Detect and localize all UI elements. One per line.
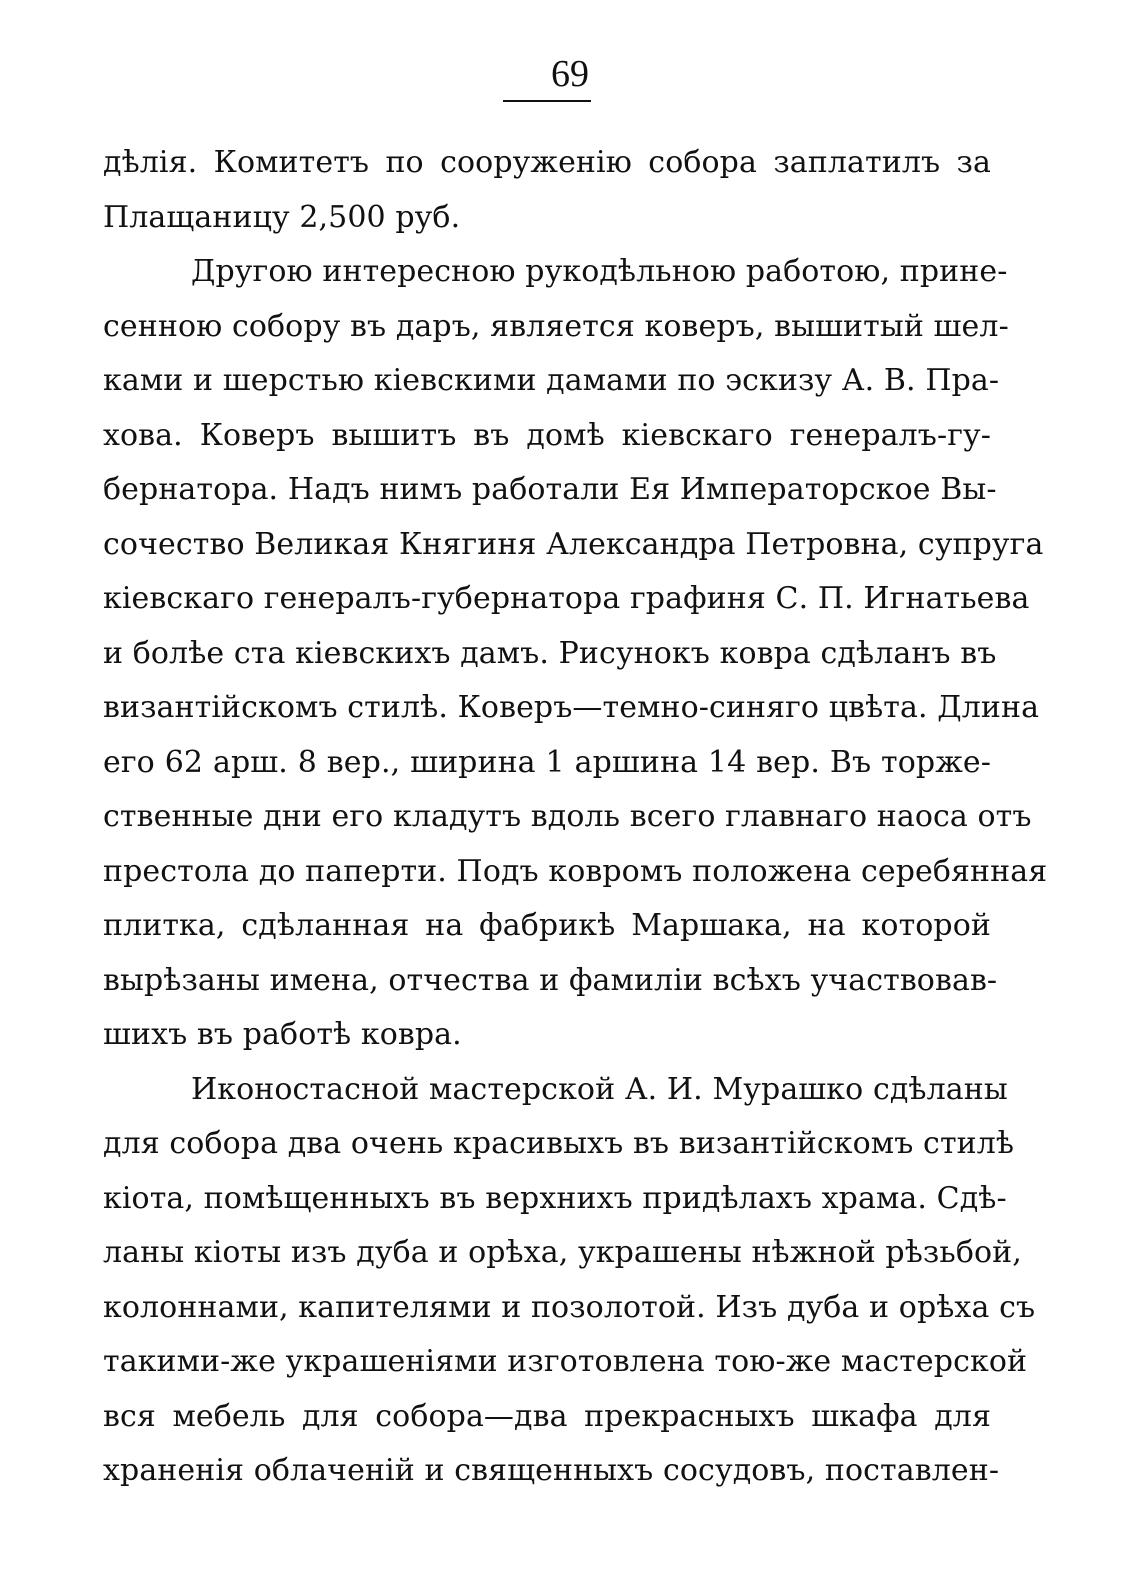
text-line: сочество Великая Княгиня Александра Петровна, супруга	[103, 526, 1044, 562]
text-line: византійскомъ стилѣ. Коверъ—темно-синяго цвѣта. Длина	[103, 690, 1040, 725]
text-line: сенною собору въ даръ, является коверъ, вышитый шел-	[103, 308, 1009, 344]
text-line: кіевскаго генералъ-губернатора графиня С. П. Игнатьева	[103, 581, 1030, 616]
text-line: Иконостасной мастерской А. И. Мурашко сдѣланы	[191, 1071, 1008, 1107]
text-line: ланы кіоты изъ дуба и орѣха, украшены нѣжной рѣзьбой,	[103, 1235, 1022, 1270]
text-line: плитка, сдѣланная на фабрикѣ Маршака, на которой	[103, 908, 991, 943]
text-line: колоннами, капителями и позолотой. Изъ дуба и орѣха съ	[103, 1289, 1036, 1325]
text-line: престола до паперти. Подъ ковромъ положена серебянная	[103, 853, 1048, 889]
paragraph	[103, 136, 991, 245]
page-number-rule	[503, 100, 591, 102]
text-line: для собора два очень красивыхъ въ византійскомъ стилѣ	[103, 1126, 1015, 1161]
text-line: храненія облаченій и священныхъ сосудовъ, поставлен-	[103, 1453, 1000, 1488]
paragraph	[103, 245, 1048, 1063]
text-line: дѣлія. Комитетъ по сооруженію собора заплатилъ за	[103, 145, 991, 180]
body-text	[103, 136, 1048, 1499]
paragraph	[103, 1063, 1036, 1499]
text-line: ками и шерстью кіевскими дамами по эскизу А. В. Пра-	[103, 363, 1000, 398]
text-line: Другою интересною рукодѣльною работою, прине-	[191, 254, 1008, 289]
text-line: такими-же украшеніями изготовлена тою-же мастерской	[103, 1344, 1028, 1379]
text-line: Плащаницу 2,500 руб.	[103, 199, 461, 235]
text-line: хова. Коверъ вышитъ въ домѣ кіевскаго генералъ-гу-	[103, 417, 991, 453]
text-line: вся мебель для собора—два прекрасныхъ шкафа для	[103, 1398, 991, 1434]
page-number: 69	[551, 53, 589, 95]
text-line: кіота, помѣщенныхъ въ верхнихъ придѣлахъ храма. Сдѣ-	[103, 1180, 1007, 1216]
text-line: бернатора. Надъ нимъ работали Ея Императорское Вы-	[103, 472, 997, 507]
text-line: его 62 арш. 8 вер., ширина 1 аршина 14 вер. Въ торже-	[103, 744, 991, 780]
text-line: и болѣе ста кіевскихъ дамъ. Рисунокъ ковра сдѣланъ въ	[103, 635, 997, 671]
text-line: шихъ въ работѣ ковра.	[103, 1017, 462, 1052]
text-line: вырѣзаны имена, отчества и фамиліи всѣхъ участвовав-	[103, 962, 998, 998]
text-line: ственные дни его кладутъ вдоль всего главнаго наоса отъ	[103, 799, 1032, 834]
